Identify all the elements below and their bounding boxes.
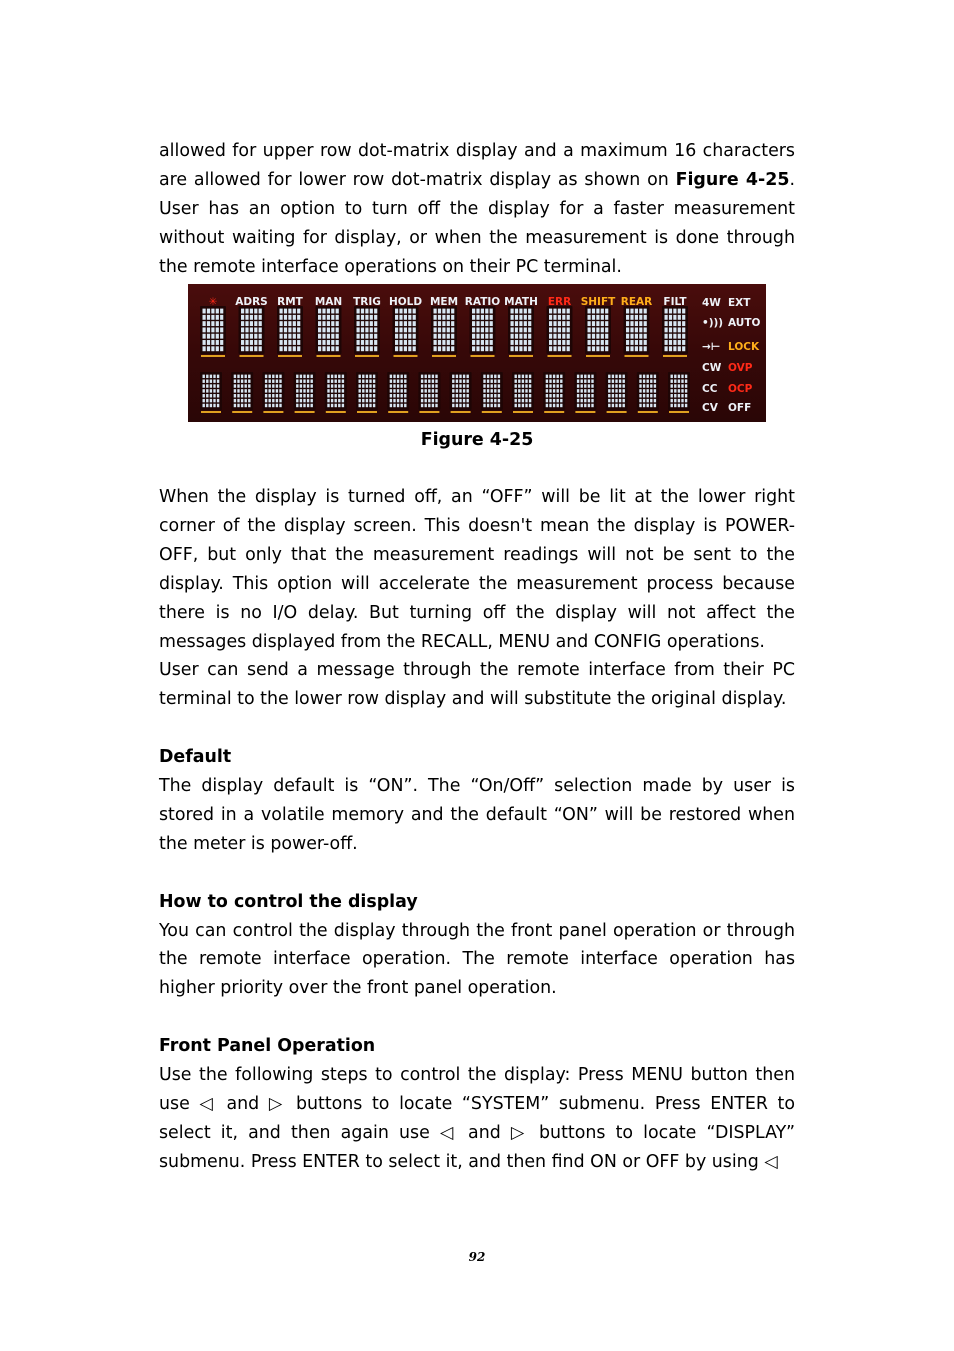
side-annunciator-right: OVP bbox=[728, 362, 753, 374]
upper-row-char bbox=[624, 306, 650, 357]
lower-row-char bbox=[387, 372, 409, 413]
page-number: 92 bbox=[468, 1250, 486, 1264]
lower-row-char bbox=[543, 372, 565, 413]
upper-row-char bbox=[585, 306, 611, 357]
side-annunciator-left: CW bbox=[702, 362, 722, 374]
annunciator-label: MEM bbox=[429, 296, 459, 308]
upper-row-char bbox=[354, 306, 380, 357]
side-annunciator-left: CV bbox=[702, 402, 718, 414]
side-annunciator-right: OCP bbox=[728, 383, 753, 395]
annunciator-label: HOLD bbox=[388, 296, 423, 308]
side-annunciator-right: LOCK bbox=[728, 341, 760, 353]
annunciator-label: TRIG bbox=[353, 296, 381, 308]
side-annunciator-right: AUTO bbox=[728, 317, 761, 329]
upper-row-char bbox=[393, 306, 419, 357]
front-panel-heading: Front Panel Operation bbox=[159, 1036, 376, 1057]
lower-row-char bbox=[418, 372, 440, 413]
side-annunciator-left: CC bbox=[702, 383, 718, 395]
upper-row-char bbox=[662, 306, 688, 357]
upper-row-char bbox=[470, 306, 496, 357]
lower-row-char bbox=[512, 372, 534, 413]
intro-text: allowed for upper row dot-matrix display and a maximum 16 characters are allowed for lower row dot-matrix display as shown on bbox=[159, 141, 795, 190]
lower-row-char bbox=[294, 372, 316, 413]
upper-row-char bbox=[239, 306, 265, 357]
upper-row-char bbox=[277, 306, 303, 357]
figure-reference: Figure 4-25 bbox=[675, 169, 790, 190]
annunciator-label: REAR bbox=[620, 296, 653, 308]
lower-row-char bbox=[574, 372, 596, 413]
annunciator-label: RMT bbox=[277, 296, 303, 308]
annunciator-label: FILT bbox=[663, 296, 687, 308]
remote-message-paragraph: User can send a message through the remote interface from their PC terminal to the lower row display and will substitute the original display. bbox=[159, 660, 795, 710]
howto-heading: How to control the display bbox=[159, 891, 418, 912]
intro-paragraph bbox=[159, 137, 795, 282]
figure-caption: Figure 4-25 bbox=[420, 430, 534, 450]
default-heading: Default bbox=[159, 747, 232, 768]
front-panel-paragraph: Use the following steps to control the display: Press MENU button then use ◁ and ▷ buttons to locate “SYSTEM” submenu. Press ENTER to select it, and then again use ◁ and ▷ buttons to locate “DISPLAY” submenu. Press ENTER to select it, and then find ON or OFF by using ◁ bbox=[159, 1065, 795, 1172]
annunciator-label: ✳ bbox=[208, 296, 218, 308]
side-annunciator-right: OFF bbox=[728, 402, 752, 414]
lower-row-char bbox=[262, 372, 284, 413]
annunciator-label: MATH bbox=[504, 296, 538, 308]
annunciator-label: RATIO bbox=[464, 296, 501, 308]
lower-row-char bbox=[637, 372, 659, 413]
upper-row-char bbox=[508, 306, 534, 357]
lower-row-char bbox=[231, 372, 253, 413]
annunciator-label: ADRS bbox=[235, 296, 268, 308]
intro-text-end: . User has an option to turn off the display for a faster measurement without waiting for display, or when the measurement is done through the remote interface operations on their PC terminal. bbox=[159, 169, 795, 277]
upper-row-char bbox=[431, 306, 457, 357]
side-annunciator-left: 4W bbox=[702, 297, 721, 309]
lower-row-char bbox=[450, 372, 472, 413]
lower-row-char bbox=[668, 372, 690, 413]
lower-row-char bbox=[481, 372, 503, 413]
annunciator-label: MAN bbox=[314, 296, 343, 308]
vfd-display-image bbox=[188, 284, 766, 422]
annunciator-label: ERR bbox=[547, 296, 572, 308]
side-annunciator-left: →⊢ bbox=[702, 341, 721, 353]
howto-paragraph: You can control the display through the front panel operation or through the remote interface operation. The remote interface operation has higher priority over the front panel operation. bbox=[159, 920, 795, 999]
upper-row-char bbox=[316, 306, 342, 357]
side-annunciator-left: •))) bbox=[702, 317, 724, 329]
body-continued bbox=[159, 483, 795, 1177]
lower-row-char bbox=[356, 372, 378, 413]
upper-row-char bbox=[200, 306, 226, 357]
page-body bbox=[159, 137, 795, 282]
annunciator-label: SHIFT bbox=[580, 296, 616, 308]
lower-row-char bbox=[606, 372, 628, 413]
default-paragraph: The display default is “ON”. The “On/Off” selection made by user is stored in a volatile memory and the default “ON” will be restored when the meter is power-off. bbox=[159, 776, 795, 854]
upper-row-char bbox=[547, 306, 573, 357]
display-figure bbox=[188, 284, 766, 422]
lower-row-char bbox=[200, 372, 222, 413]
side-annunciator-right: EXT bbox=[728, 297, 751, 309]
lower-row-char bbox=[325, 372, 347, 413]
display-off-paragraph: When the display is turned off, an “OFF” will be lit at the lower right corner of the display screen. This doesn't mean the display is POWER-OFF, but only that the measurement readings will not be sent to the display. This option will accelerate the measurement process because there is no I/O delay. But turning off the display will not affect the messages displayed from the RECALL, MENU and CONFIG operations. bbox=[159, 487, 795, 652]
